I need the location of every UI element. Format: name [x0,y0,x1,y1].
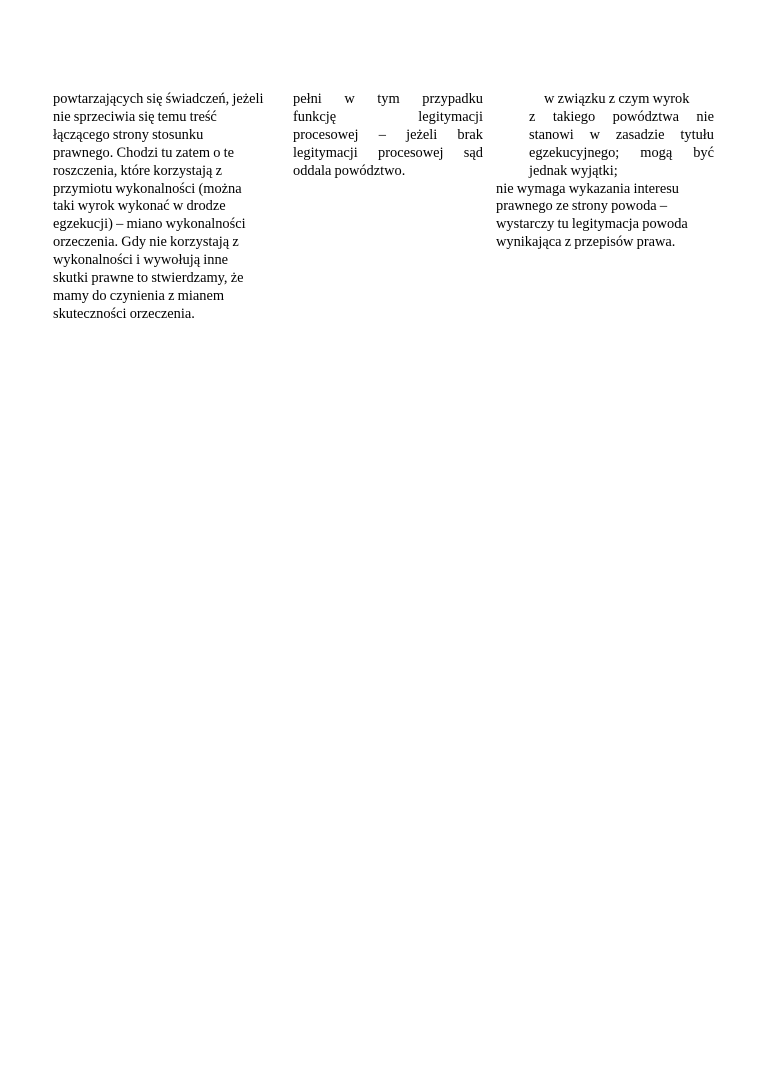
text-line: mamy do czynienia z mianem [53,287,225,304]
text-line: nie sprzeciwia się temu treść [53,108,217,125]
text-line: skuteczności orzeczenia. [53,305,195,322]
text-line: wynikająca z przepisów prawa. [496,234,676,251]
text-line: taki wyrok wykonać w drodze [53,198,226,215]
text-line: skutki prawne to stwierdzamy, że [53,270,244,287]
text-line: procesowej – jeżeli brak [293,126,483,143]
text-line: przymiotu wykonalności (można [53,180,242,197]
text-line: roszczenia, które korzystają z [53,162,223,179]
column-right [496,91,714,252]
text-line: funkcję legitymacji [293,108,483,125]
text-line: wystarczy tu legitymacja powoda [496,216,688,233]
text-line: powtarzających się świadczeń, jeżeli [53,91,264,107]
text-line: stanowi w zasadzie tytułu [529,126,714,143]
text-line: w związku z czym wyrok [544,91,690,107]
column-left [53,91,283,324]
text-line: egzekucyjnego; mogą być [529,144,714,161]
text-line: legitymacji procesowej sąd [293,144,483,161]
text-line: prawnego. Chodzi tu zatem o te [53,144,235,161]
text-line: pełni w tym przypadku [293,91,483,107]
text-line: nie wymaga wykazania interesu [496,180,680,197]
text-line: z takiego powództwa nie [529,108,714,125]
column-middle [293,91,483,181]
text-line: prawnego ze strony powoda – [496,198,668,215]
text-line: oddala powództwo. [293,162,406,179]
text-line: wykonalności i wywołują inne [53,252,229,269]
text-line: łączącego strony stosunku [53,126,204,143]
text-line: orzeczenia. Gdy nie korzystają z [53,234,239,251]
text-line: jednak wyjątki; [529,162,618,179]
text-line: egzekucji) – miano wykonalności [53,216,246,233]
